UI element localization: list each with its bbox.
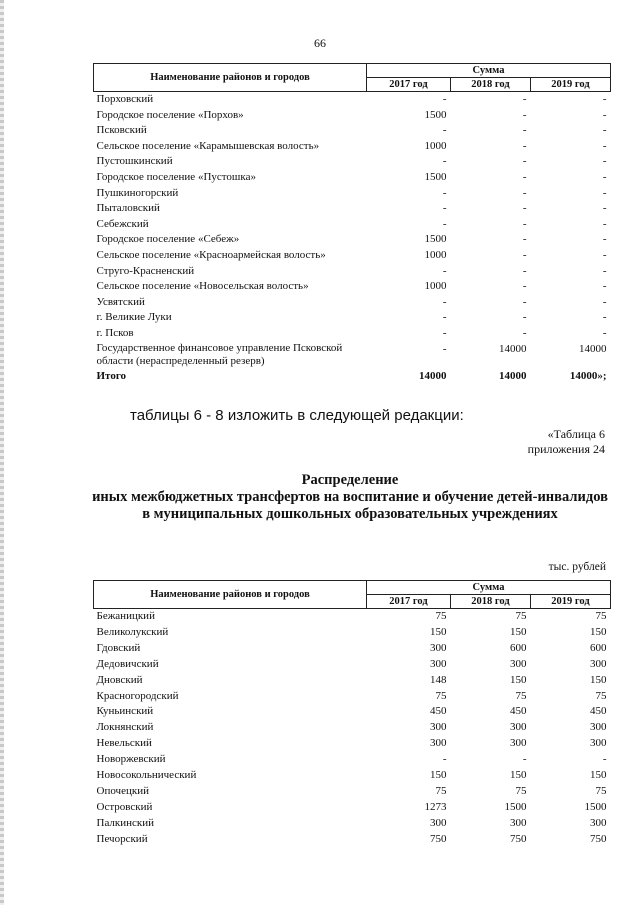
- row-value-2018: 75: [515, 784, 527, 797]
- table-row: [94, 108, 611, 124]
- table-top-body: [94, 92, 611, 385]
- row-value-2018: -: [522, 280, 527, 293]
- table-reference-line2: приложения 24: [527, 442, 605, 456]
- row-value-2019: -: [602, 155, 607, 168]
- row-name: Сельское поселение «Карамышевская волость»: [96, 139, 320, 152]
- row-name: г. Псков: [96, 326, 134, 339]
- column-header-name: Наименование районов и городов: [94, 581, 367, 609]
- distribution-title: [90, 472, 610, 523]
- table-row: [94, 154, 611, 170]
- table-row: [94, 264, 611, 280]
- amendment-instruction: таблицы 6 - 8 изложить в следующей редакции:: [130, 407, 464, 424]
- row-value-2018: 300: [510, 657, 527, 670]
- row-value-2017: 150: [430, 625, 447, 638]
- table-row: [94, 123, 611, 139]
- row-value-2017: -: [442, 124, 447, 137]
- row-value-2019: 14000: [579, 342, 607, 355]
- row-name: Усвятский: [96, 295, 145, 308]
- column-header-sum: Сумма: [367, 581, 611, 595]
- row-value-2018: 600: [510, 641, 527, 654]
- row-value-2018: -: [522, 264, 527, 277]
- row-value-2018: 75: [515, 610, 527, 622]
- row-value-2017: 1500: [424, 108, 447, 121]
- row-value-2018: -: [522, 202, 527, 215]
- row-name: Городское поселение «Себеж»: [96, 233, 240, 246]
- row-value-2019: -: [602, 264, 607, 277]
- row-value-2019: 75: [595, 689, 607, 702]
- table-row: [94, 657, 611, 673]
- row-value-2019: 150: [590, 673, 607, 686]
- row-value-2018: 150: [510, 625, 527, 638]
- row-name: Пушкиногорский: [96, 186, 179, 199]
- table-row: [94, 279, 611, 295]
- row-name: Струго-Красненский: [96, 264, 195, 277]
- row-value-2019: -: [602, 753, 607, 766]
- row-name: Псковский: [96, 124, 147, 137]
- row-value-2019: -: [602, 248, 607, 261]
- row-name: Печорский: [96, 832, 148, 845]
- column-header-name: Наименование районов и городов: [94, 64, 367, 92]
- table-row: [94, 609, 611, 625]
- row-value-2018: 300: [510, 816, 527, 829]
- table-row: [94, 673, 611, 689]
- row-value-2018: -: [522, 326, 527, 339]
- row-value-2018: -: [522, 139, 527, 152]
- table-row: [94, 248, 611, 264]
- table-row: [94, 201, 611, 217]
- table-row: [94, 704, 611, 720]
- row-value-2018: -: [522, 217, 527, 230]
- row-value-2017: 75: [435, 689, 447, 702]
- row-value-2019: 750: [590, 832, 607, 845]
- column-header-sum: Сумма: [367, 64, 611, 78]
- row-name: Гдовский: [96, 641, 141, 654]
- row-name: Локнянский: [96, 721, 154, 734]
- table-row: [94, 625, 611, 641]
- row-value-2018: 300: [510, 737, 527, 750]
- row-value-2019: 75: [595, 784, 607, 797]
- column-header-2017: 2017 год: [367, 595, 451, 609]
- row-value-2018: 150: [510, 769, 527, 782]
- row-name: Сельское поселение «Новосельская волость»: [96, 280, 309, 293]
- row-name: Сельское поселение «Красноармейская волость»: [96, 248, 326, 261]
- distribution-title-line2: иных межбюджетных трансфертов на воспитание и обучение детей-инвалидов в муниципальных дошкольных образовательных учреждениях: [92, 489, 608, 522]
- row-name: Опочецкий: [96, 784, 149, 797]
- table-row: [94, 139, 611, 155]
- row-value-2017: 300: [430, 721, 447, 734]
- row-name: Городское поселение «Пустошка»: [96, 170, 256, 183]
- row-value-2019: -: [602, 311, 607, 324]
- table-row: [94, 217, 611, 233]
- row-value-2017: 300: [430, 641, 447, 654]
- table-reference-line1: «Таблица 6: [547, 427, 605, 441]
- row-name: Новосокольнический: [96, 769, 197, 782]
- row-value-2017: 1500: [424, 170, 447, 183]
- table-row: [94, 784, 611, 800]
- row-value-2019: -: [602, 170, 607, 183]
- table-row: [94, 689, 611, 705]
- table-row: [94, 832, 611, 848]
- row-value-2017: 1000: [424, 139, 447, 152]
- row-value-2017: 75: [435, 610, 447, 622]
- row-name: Пустошкинский: [96, 155, 173, 168]
- row-value-2017: -: [442, 326, 447, 339]
- row-name: Великолукский: [96, 625, 169, 638]
- row-value-2017: -: [442, 155, 447, 168]
- row-value-2018: -: [522, 186, 527, 199]
- row-value-2017: -: [442, 264, 447, 277]
- table-bottom-body: [94, 609, 611, 848]
- row-value-2019: -: [602, 280, 607, 293]
- row-value-2019: 300: [590, 657, 607, 670]
- row-value-2017: 450: [430, 705, 447, 718]
- table-reference: [528, 427, 605, 457]
- row-value-2017: -: [442, 202, 447, 215]
- row-value-2019: -: [602, 139, 607, 152]
- column-header-2018: 2018 год: [451, 78, 531, 92]
- row-value-2017: 1273: [424, 800, 447, 813]
- row-name: Красногородский: [96, 689, 179, 702]
- row-value-2018: -: [522, 93, 527, 105]
- total-row: [94, 369, 611, 385]
- row-value-2017: 1000: [424, 280, 447, 293]
- row-value-2017: -: [442, 342, 447, 355]
- row-name: г. Великие Луки: [96, 311, 172, 324]
- row-name: Островский: [96, 800, 153, 813]
- row-value-2019: 450: [590, 705, 607, 718]
- row-value-2018: -: [522, 124, 527, 137]
- table-row: [94, 186, 611, 202]
- row-value-2018: 75: [515, 689, 527, 702]
- table-row: [94, 641, 611, 657]
- row-name: Городское поселение «Порхов»: [96, 108, 244, 121]
- row-name: Государственное финансовое управление Псковской области (нераспределенный резерв): [96, 341, 343, 367]
- row-name: Палкинский: [96, 816, 155, 829]
- row-value-2018: 750: [510, 832, 527, 845]
- allocation-table-bottom: [93, 580, 611, 848]
- table-row: [94, 310, 611, 326]
- row-value-2018: 300: [510, 721, 527, 734]
- row-value-2019: -: [602, 295, 607, 308]
- row-value-2019: 75: [595, 610, 607, 622]
- row-name: Невельский: [96, 737, 152, 750]
- table-row: [94, 720, 611, 736]
- table-row: [94, 816, 611, 832]
- row-value-2017: 1500: [424, 233, 447, 246]
- row-value-2017: 300: [430, 816, 447, 829]
- distribution-title-line1: Распределение: [301, 472, 399, 488]
- total-label: Итого: [96, 369, 127, 382]
- row-value-2017: 150: [430, 769, 447, 782]
- total-value-2017: 14000: [419, 369, 447, 382]
- row-name: Бежаницкий: [96, 610, 155, 622]
- row-value-2019: -: [602, 233, 607, 246]
- table-row: [94, 800, 611, 816]
- row-name: Дедовичский: [96, 657, 159, 670]
- allocation-table-top: [93, 63, 611, 384]
- row-value-2018: -: [522, 753, 527, 766]
- table-row: [94, 92, 611, 108]
- row-value-2019: -: [602, 186, 607, 199]
- row-value-2017: -: [442, 217, 447, 230]
- row-value-2019: 150: [590, 769, 607, 782]
- row-value-2017: -: [442, 311, 447, 324]
- row-name: Себежский: [96, 217, 149, 230]
- row-value-2018: -: [522, 248, 527, 261]
- row-value-2019: 600: [590, 641, 607, 654]
- row-name: Порховский: [96, 93, 154, 105]
- column-header-2017: 2017 год: [367, 78, 451, 92]
- row-name: Куньинский: [96, 705, 154, 718]
- row-value-2018: 150: [510, 673, 527, 686]
- row-value-2018: -: [522, 295, 527, 308]
- row-value-2017: -: [442, 186, 447, 199]
- scan-edge: [0, 0, 4, 905]
- total-value-2019: 14000»;: [569, 369, 607, 382]
- row-value-2018: -: [522, 170, 527, 183]
- row-value-2018: -: [522, 155, 527, 168]
- total-value-2018: 14000: [499, 369, 527, 382]
- row-value-2019: -: [602, 326, 607, 339]
- row-value-2017: 75: [435, 784, 447, 797]
- row-value-2018: -: [522, 311, 527, 324]
- row-value-2018: 450: [510, 705, 527, 718]
- column-header-2019: 2019 год: [531, 78, 611, 92]
- row-value-2017: 300: [430, 657, 447, 670]
- row-value-2019: -: [602, 202, 607, 215]
- table-row: [94, 295, 611, 311]
- table-row: [94, 768, 611, 784]
- row-value-2019: 150: [590, 625, 607, 638]
- table-row: [94, 232, 611, 248]
- table-row: [94, 736, 611, 752]
- row-value-2018: -: [522, 108, 527, 121]
- row-value-2018: -: [522, 233, 527, 246]
- column-header-2019: 2019 год: [531, 595, 611, 609]
- row-value-2019: -: [602, 124, 607, 137]
- table-row: [94, 342, 611, 369]
- units-label: тыс. рублей: [548, 561, 606, 573]
- row-value-2017: 750: [430, 832, 447, 845]
- row-value-2019: -: [602, 217, 607, 230]
- row-value-2019: 300: [590, 737, 607, 750]
- row-value-2017: -: [442, 295, 447, 308]
- row-value-2017: 1000: [424, 248, 447, 261]
- row-value-2018: 14000: [499, 342, 527, 355]
- column-header-2018: 2018 год: [451, 595, 531, 609]
- row-name: Дновский: [96, 673, 143, 686]
- row-value-2017: -: [442, 753, 447, 766]
- table-row: [94, 170, 611, 186]
- table-row: [94, 752, 611, 768]
- row-name: Новоржевский: [96, 753, 166, 766]
- row-value-2019: 1500: [584, 800, 607, 813]
- table-row: [94, 326, 611, 342]
- page-number: 66: [314, 36, 326, 50]
- row-value-2019: 300: [590, 721, 607, 734]
- row-value-2019: -: [602, 108, 607, 121]
- row-value-2019: -: [602, 93, 607, 105]
- row-value-2017: 148: [430, 673, 447, 686]
- row-name: Пыталовский: [96, 202, 160, 215]
- row-value-2017: 300: [430, 737, 447, 750]
- row-value-2017: -: [442, 93, 447, 105]
- row-value-2018: 1500: [504, 800, 527, 813]
- row-value-2019: 300: [590, 816, 607, 829]
